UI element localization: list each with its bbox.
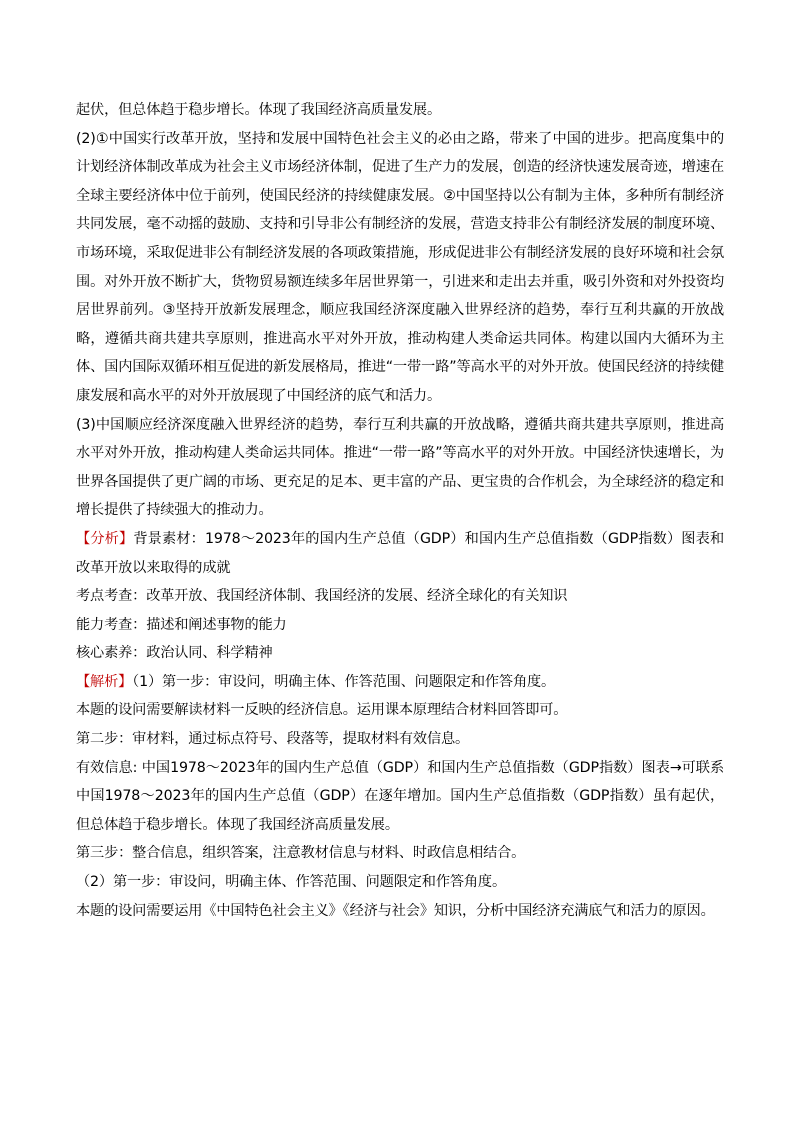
paragraph-text: （1）第一步：审设问，明确主体、作答范围、问题限定和作答角度。	[132, 673, 556, 690]
paragraph-analysis	[76, 525, 724, 582]
paragraph-text: 第二步：审材料，通过标点符号、段落等，提取材料有效信息。	[76, 731, 470, 748]
paragraph-text: 能力考查：描述和阐述事物的能力	[76, 616, 287, 633]
paragraph-7	[76, 639, 724, 668]
paragraph-text: (3)中国顺应经济深度融入世界经济的趋势，奉行互利共赢的开放战略，遵循共商共建共享原则，推进高水平对外开放，推动构建人类命运共同体。推进“一带一路”等高水平的对外开放。中国经济快速增长，为世界各国提供了更广阔的市场、更充足的足本、更丰富的产品、更宝贵的合作机会，为全球经济的稳定和增长提供了持续强大的推动力。	[76, 416, 724, 519]
document-page	[76, 96, 724, 925]
paragraph-6	[76, 611, 724, 640]
paragraph-text: 有效信息: 中国1978～2023年的国内生产总值（GDP）和国内生产总值指数（GDP指数）图表→可联系中国1978～2023年的国内生产总值（GDP）在逐年增加。国内生产总值指数（GDP指数）虽有起伏，但总体趋于稳步增长。体现了我国经济高质量发展。	[76, 759, 724, 833]
paragraph-text: (2)①中国实行改革开放，坚持和发展中国特色社会主义的必由之路，带来了中国的进步。把高度集中的计划经济体制改革成为社会主义市场经济体制，促进了生产力的发展，创造的经济快速发展奇迹，增速在全球主要经济体中位于前列，使国民经济的持续健康发展。②中国坚持以公有制为主体，多种所有制经济共同发展，毫不动摇的鼓励、支持和引导非公有制经济的发展，营造支持非公有制经济发展的制度环境、市场环境，采取促进非公有制经济发展的各项政策措施，形成促进非公有制经济发展的良好环境和社会氛围。对外开放不断扩大，货物贸易额连续多年居世界第一，引进来和走出去并重，吸引外资和对外投资均居世界前列。③坚持开放新发展理念，顺应我国经济深度融入世界经济的趋势，奉行互利共赢的开放战略，遵循共商共建共享原则，推进高水平对外开放，推动构建人类命运共同体。构建以国内大循环为主体、国内国际双循环相互促进的新发展格局，推进“一带一路”等高水平的对外开放。使国民经济的持续健康发展和高水平的对外开放展现了中国经济的底气和活力。	[76, 130, 724, 404]
paragraph-text: 第三步：整合信息，组织答案，注意教材信息与材料、时政信息相结合。	[76, 845, 526, 862]
paragraph-3	[76, 411, 724, 525]
paragraph-text: 本题的设问需要运用《中国特色社会主义》《经济与社会》知识，分析中国经济充满底气和活力的原因。	[76, 902, 715, 919]
paragraph-text: 考点考查：改革开放、我国经济体制、我国经济的发展、经济全球化的有关知识	[76, 588, 568, 605]
paragraph-9	[76, 696, 724, 725]
paragraph-13	[76, 868, 724, 897]
paragraph-explanation	[76, 668, 724, 697]
paragraph-14	[76, 897, 724, 926]
paragraph-text: 本题的设问需要解读材料一反映的经济信息。运用课本原理结合材料回答即可。	[76, 702, 568, 719]
paragraph-text: 背景素材：1978～2023年的国内生产总值（GDP）和国内生产总值指数（GDP指数）图表和改革开放以来取得的成就	[76, 530, 724, 576]
paragraph-1	[76, 96, 724, 125]
paragraph-2	[76, 125, 724, 411]
paragraph-11	[76, 754, 724, 840]
analysis-label: 【分析】	[76, 530, 134, 547]
paragraph-text: 起伏，但总体趋于稳步增长。体现了我国经济高质量发展。	[76, 102, 441, 118]
paragraph-10	[76, 725, 724, 754]
explanation-label: 【解析】	[76, 673, 133, 690]
paragraph-5	[76, 582, 724, 611]
paragraph-12	[76, 839, 724, 868]
paragraph-text: 核心素养：政治认同、科学精神	[76, 645, 273, 662]
paragraph-text: （2）第一步：审设问，明确主体、作答范围、问题限定和作答角度。	[76, 874, 507, 891]
